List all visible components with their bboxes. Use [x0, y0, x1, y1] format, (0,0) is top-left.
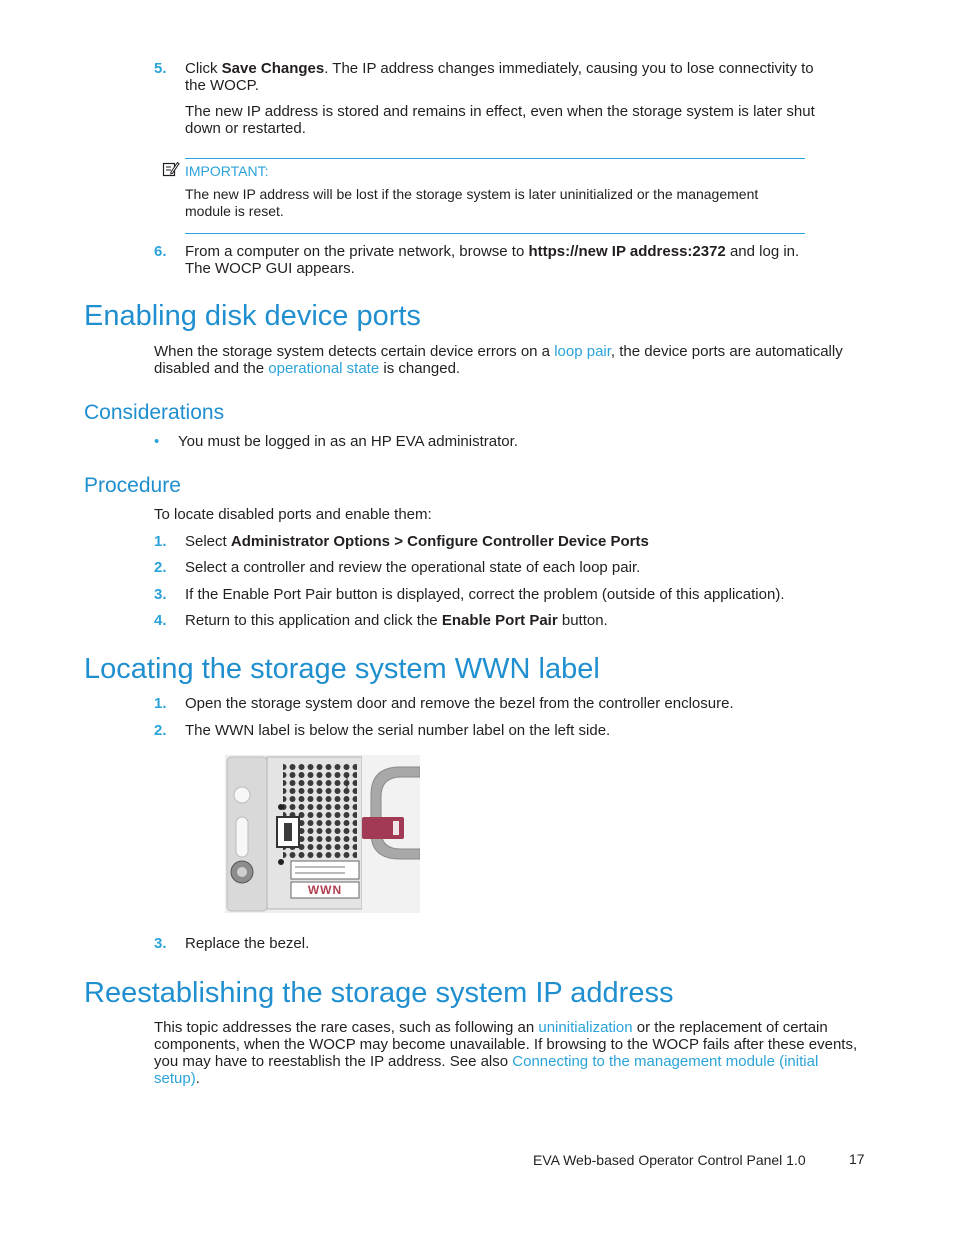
- footer-title: EVA Web-based Operator Control Panel 1.0: [533, 1152, 806, 1168]
- section-text: This topic addresses the rare cases, such as following an uninitialization or the replacement of certain components, when the WOCP may become unavailable. If browsing to the WOCP fails after these events, you may have to reestablish the IP address. See also Connecting to the management module (initial setup).: [154, 1019, 858, 1087]
- connecting-management-module-link[interactable]: Connecting to the management module (initial setup): [154, 1053, 819, 1087]
- procedure-intro: To locate disabled ports and enable them:: [154, 506, 432, 523]
- step-text: Click Save Changes. The IP address changes immediately, causing you to lose connectivity to the WOCP.: [185, 60, 814, 94]
- step-text: Replace the bezel.: [185, 935, 310, 952]
- step-text: If the Enable Port Pair button is displayed, correct the problem (outside of this application).: [185, 586, 785, 603]
- step-text: Return to this application and click the Enable Port Pair button.: [185, 612, 608, 629]
- step-number: 2.: [154, 722, 167, 739]
- step-text: Select a controller and review the operational state of each loop pair.: [185, 559, 641, 576]
- step-text: From a computer on the private network, browse to https://new IP address:2372 and log in. The WOCP GUI appears.: [185, 243, 800, 277]
- step-number: 3.: [154, 586, 167, 603]
- subsection-heading: Procedure: [84, 474, 181, 497]
- step-number: 2.: [154, 559, 167, 576]
- section-intro: When the storage system detects certain device errors on a loop pair, the device ports are automatically disabled and the operational state is changed.: [154, 343, 843, 377]
- step-number: 1.: [154, 695, 167, 712]
- important-top-rule: [185, 158, 805, 159]
- important-bottom-rule: [185, 233, 805, 234]
- step-text: The WWN label is below the serial number label on the left side.: [185, 722, 611, 739]
- subsection-heading: Considerations: [84, 401, 225, 424]
- section-heading: Reestablishing the storage system IP address: [84, 977, 674, 1009]
- step-number: 6.: [154, 243, 167, 260]
- page-number: 17: [849, 1151, 865, 1167]
- bullet-icon: •: [154, 433, 160, 450]
- important-label: IMPORTANT:: [185, 163, 269, 179]
- note-pencil-icon: [162, 160, 180, 178]
- operational-state-link[interactable]: operational state: [268, 360, 380, 377]
- ui-term: Save Changes: [221, 60, 325, 77]
- ui-term: Administrator Options > Configure Controller Device Ports: [230, 533, 649, 550]
- ui-term: Enable Port Pair: [441, 612, 558, 629]
- step-text: Open the storage system door and remove the bezel from the controller enclosure.: [185, 695, 734, 712]
- url-text: https://new IP address:2372: [528, 243, 726, 260]
- section-heading: Enabling disk device ports: [84, 300, 421, 332]
- loop-pair-link[interactable]: loop pair: [554, 343, 611, 360]
- important-text: The new IP address will be lost if the storage system is later uninitialized or the management module is reset.: [185, 186, 759, 219]
- step-note: The new IP address is stored and remains in effect, even when the storage system is later shut down or restarted.: [185, 103, 815, 137]
- list-item: You must be logged in as an HP EVA administrator.: [178, 433, 518, 450]
- section-heading: Locating the storage system WWN label: [84, 653, 600, 685]
- step-number: 4.: [154, 612, 167, 629]
- wwn-label: WWN: [307, 883, 343, 897]
- step-text: Select Administrator Options > Configure Controller Device Ports: [185, 533, 649, 550]
- uninitialization-link[interactable]: uninitialization: [538, 1019, 633, 1036]
- enclosure-figure: [225, 755, 420, 913]
- step-number: 5.: [154, 60, 167, 77]
- step-number: 1.: [154, 533, 167, 550]
- step-number: 3.: [154, 935, 167, 952]
